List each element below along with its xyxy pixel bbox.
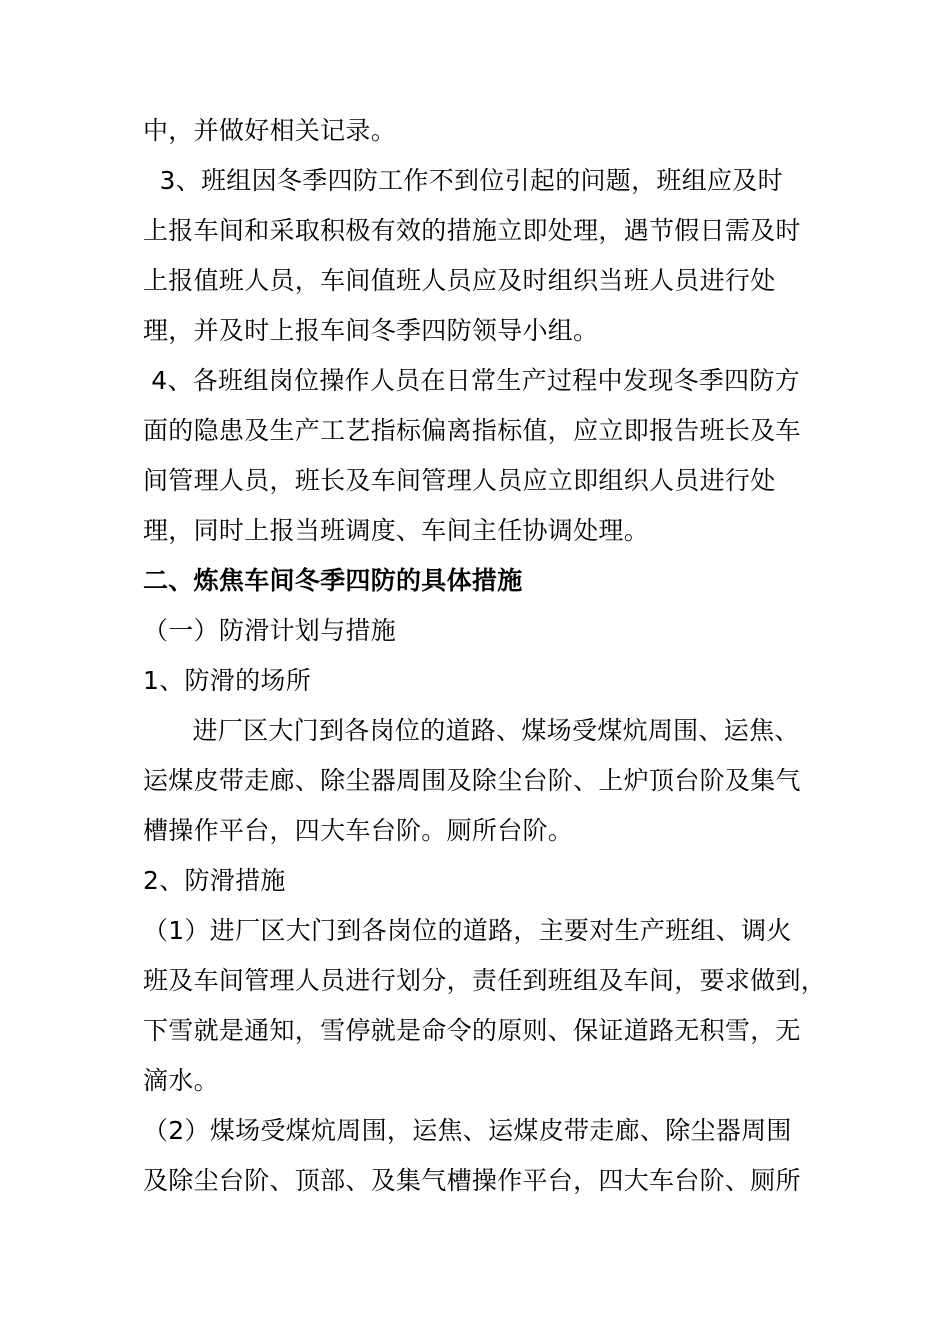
text-line: （1）进厂区大门到各岗位的道路，主要对生产班组、调火 <box>143 916 792 945</box>
text-line: 进厂区大门到各岗位的道路、煤场受煤炕周围、运焦、 <box>143 716 800 745</box>
text-line: 间管理人员，班长及车间管理人员应立即组织人员进行处 <box>143 466 776 495</box>
text-line: 滴水。 <box>143 1066 219 1095</box>
section-heading: 二、炼焦车间冬季四防的具体措施 <box>143 566 523 595</box>
text-line: 槽操作平台，四大车台阶。厕所台阶。 <box>143 816 574 845</box>
text-line: 3、班组因冬季四防工作不到位引起的问题，班组应及时 <box>143 166 783 195</box>
text-line: 理，同时上报当班调度、车间主任协调处理。 <box>143 516 650 545</box>
item-heading: 2、防滑措施 <box>143 866 286 895</box>
text-line: 4、各班组岗位操作人员在日常生产过程中发现冬季四防方 <box>143 366 800 395</box>
item-heading: 1、防滑的场所 <box>143 666 312 695</box>
text-line: （2）煤场受煤炕周围，运焦、运煤皮带走廊、除尘器周围 <box>143 1116 792 1145</box>
text-line: 面的隐患及生产工艺指标偏离指标值，应立即报告班长及车 <box>143 416 801 445</box>
text-line: 上报值班人员，车间值班人员应及时组织当班人员进行处 <box>143 266 776 295</box>
text-line: 运煤皮带走廊、除尘器周围及除尘台阶、上炉顶台阶及集气 <box>143 766 801 795</box>
text-line: 下雪就是通知，雪停就是命令的原则、保证道路无积雪，无 <box>143 1016 801 1045</box>
text-line: 及除尘台阶、顶部、及集气槽操作平台，四大车台阶、厕所 <box>143 1166 801 1195</box>
text-line: 中，并做好相关记录。 <box>143 116 397 145</box>
subsection-heading: （一）防滑计划与措施 <box>143 616 397 645</box>
text-line: 班及车间管理人员进行划分，责任到班组及车间，要求做到， <box>143 966 827 995</box>
text-line: 理，并及时上报车间冬季四防领导小组。 <box>143 316 599 345</box>
text-line: 上报车间和采取积极有效的措施立即处理，遇节假日需及时 <box>143 216 801 245</box>
